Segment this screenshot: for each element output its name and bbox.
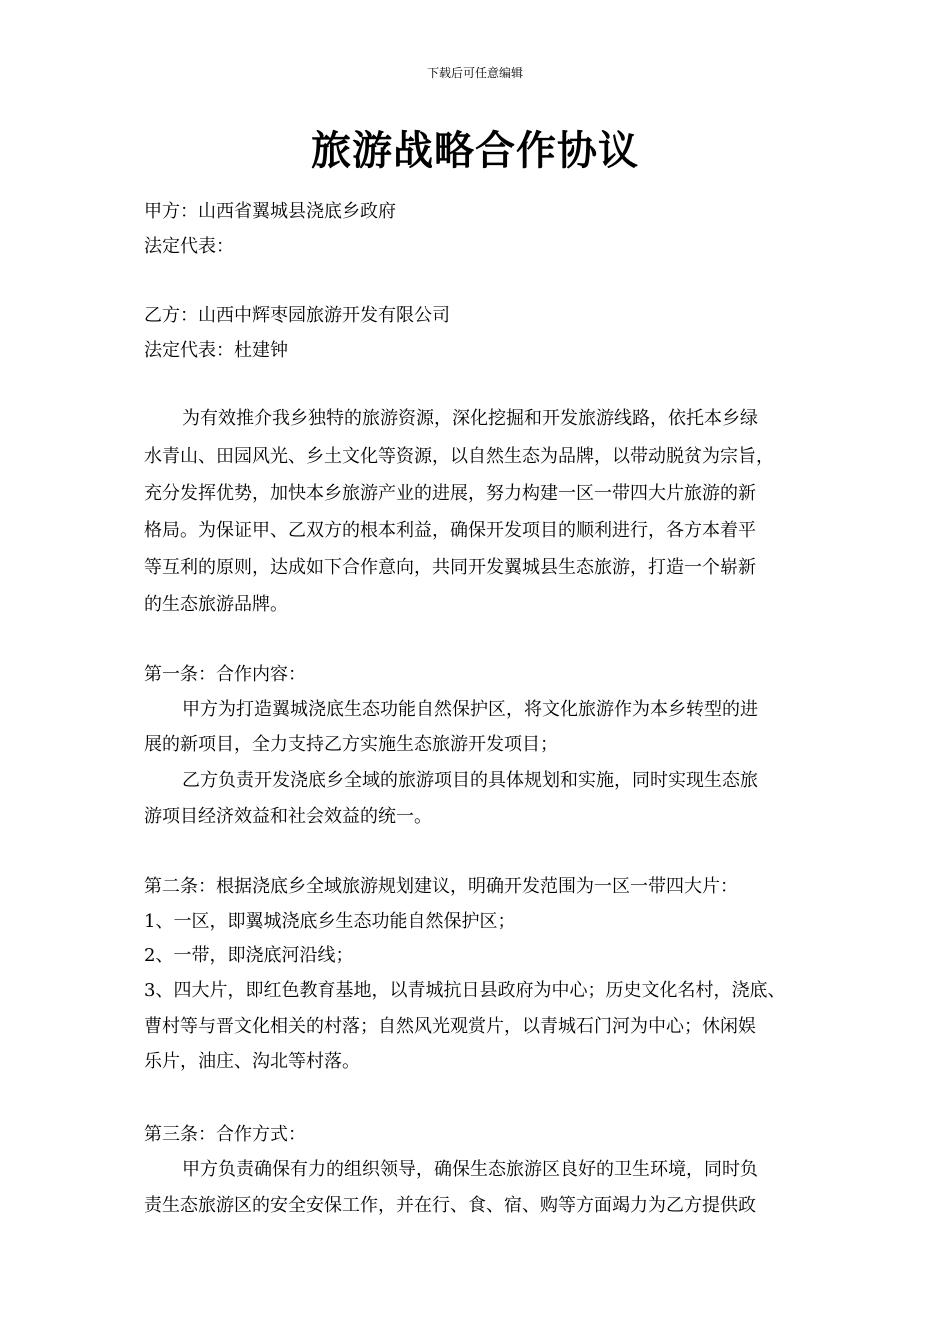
document-title: 旅游战略合作协议	[311, 127, 639, 174]
party-b-representative: 法定代表：杜建钟	[144, 340, 288, 361]
article-1-heading: 第一条：合作内容：	[144, 664, 306, 685]
party-a-name: 甲方：山西省翼城县浇底乡政府	[144, 201, 396, 222]
article-2-item: 乐片，油庄、沟北等村落。	[144, 1051, 360, 1072]
article-1-line: 甲方为打造翼城浇底生态功能自然保护区，将文化旅游作为本乡转型的进	[182, 699, 758, 720]
intro-paragraph-line: 充分发挥优势，加快本乡旅游产业的进展，努力构建一区一带四大片旅游的新	[144, 483, 756, 504]
intro-paragraph-line: 格局。为保证甲、乙双方的根本利益，确保开发项目的顺利进行，各方本着平	[144, 520, 756, 541]
article-1-line: 展的新项目，全力支持乙方实施生态旅游开发项目；	[144, 734, 558, 755]
intro-paragraph-line: 水青山、田园风光、乡土文化等资源，以自然生态为品牌，以带动脱贫为宗旨，	[144, 446, 774, 467]
header-note: 下载后可任意编辑	[426, 66, 523, 80]
intro-paragraph-line: 为有效推介我乡独特的旅游资源，深化挖掘和开发旅游线路，依托本乡绿	[182, 408, 758, 429]
article-2-item: 2、一带，即浇底河沿线；	[144, 945, 354, 966]
party-a-representative: 法定代表：	[144, 236, 234, 257]
party-b-name: 乙方：山西中辉枣园旅游开发有限公司	[144, 305, 450, 326]
intro-paragraph-line: 等互利的原则，达成如下合作意向，共同开发翼城县生态旅游，打造一个崭新	[144, 557, 756, 578]
article-3-line: 甲方负责确保有力的组织领导，确保生态旅游区良好的卫生环境，同时负	[182, 1159, 758, 1180]
article-1-line: 乙方负责开发浇底乡全域的旅游项目的具体规划和实施，同时实现生态旅	[182, 770, 758, 791]
article-2-heading: 第二条：根据浇底乡全域旅游规划建议，明确开发范围为一区一带四大片：	[144, 876, 738, 897]
article-2-item: 3、四大片，即红色教育基地，以青城抗日县政府为中心；历史文化名村，浇底、	[144, 980, 786, 1001]
article-3-heading: 第三条：合作方式：	[144, 1124, 306, 1145]
article-2-item: 曹村等与晋文化相关的村落；自然风光观赏片，以青城石门河为中心；休闲娱	[144, 1016, 756, 1037]
article-1-line: 游项目经济效益和社会效益的统一。	[144, 806, 432, 827]
article-2-item: 1、一区，即翼城浇底乡生态功能自然保护区；	[144, 911, 516, 932]
intro-paragraph-line: 的生态旅游品牌。	[144, 594, 288, 615]
article-3-line: 责生态旅游区的安全安保工作，并在行、食、宿、购等方面竭力为乙方提供政	[144, 1195, 756, 1216]
